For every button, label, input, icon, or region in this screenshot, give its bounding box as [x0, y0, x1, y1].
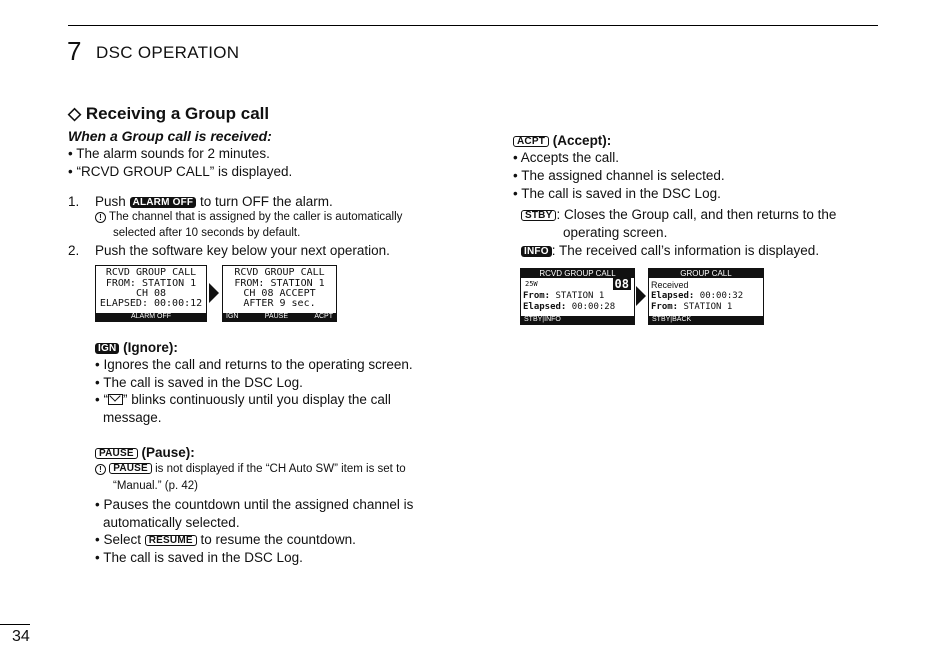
pause-note-cont: “Manual.” (p. 42): [113, 480, 199, 492]
info-note-icon: !: [95, 464, 106, 475]
pause-note: ! PAUSE is not displayed if the “CH Auto SW” item is set to: [95, 463, 406, 475]
top-rule: [68, 25, 878, 26]
stby-line-cont: operating screen.: [563, 225, 668, 240]
step-2-number: 2.: [68, 243, 80, 258]
envelope-icon: [108, 394, 123, 405]
ign-key[interactable]: IGN: [95, 343, 119, 354]
page-number-rule: [0, 624, 30, 625]
lcd-screen-alarm: RCVD GROUP CALL FROM: STATION 1 CH 08 ELAPSED: 00:00:12 ALARM OFF: [95, 265, 207, 322]
step-1-number: 1.: [68, 194, 80, 209]
softkey-bar: STBY|BACK: [649, 316, 763, 324]
arrow-right-icon: [636, 286, 646, 306]
ignore-bullet-3-cont: message.: [103, 410, 162, 425]
pause-bullet-2: • Select RESUME to resume the countdown.: [95, 532, 356, 547]
diamond-icon: ◇: [68, 104, 82, 123]
softkey-alarm-off: ALARM OFF: [96, 313, 206, 321]
accept-bullet-1: • Accepts the call.: [513, 150, 620, 165]
pause-bullet-1-cont: automatically selected.: [103, 515, 240, 530]
intro-bullet-1: • The alarm sounds for 2 minutes.: [68, 146, 270, 161]
section-subtitle: When a Group call is received:: [68, 128, 272, 144]
ignore-bullet-2: • The call is saved in the DSC Log.: [95, 375, 303, 390]
screen-title-bar: RCVD GROUP CALL: [521, 269, 634, 278]
screen-title-bar: GROUP CALL: [649, 269, 763, 278]
resume-key[interactable]: RESUME: [145, 535, 197, 546]
step-1-note-cont: selected after 10 seconds by default.: [113, 227, 301, 239]
pause-key-inline: PAUSE: [109, 463, 152, 474]
info-line: INFO : The received call’s information is displayed.: [521, 243, 819, 258]
softkey-bar: IGN PAUSE ACPT: [223, 313, 336, 321]
accept-bullet-2: • The assigned channel is selected.: [513, 168, 725, 183]
channel-number: 08: [614, 277, 629, 291]
section-title: [68, 104, 269, 124]
acpt-key[interactable]: ACPT: [513, 136, 549, 147]
step-1-text: Push ALARM OFF to turn OFF the alarm.: [95, 194, 333, 209]
ignore-bullet-3: • “ ” blinks continuously until you display the call: [95, 392, 391, 407]
lcd-screen-group-call: GROUP CALL Received Elapsed: 00:00:32 From: STATION 1 STBY|BACK: [648, 268, 764, 325]
stby-key[interactable]: STBY: [521, 210, 556, 221]
section-title-text: Receiving a Group call: [85, 104, 270, 123]
page-number: 34: [12, 628, 30, 645]
pause-bullet-1: • Pauses the countdown until the assigned channel is: [95, 497, 414, 512]
pause-bullet-3: • The call is saved in the DSC Log.: [95, 550, 303, 565]
step-1-note: ! The channel that is assigned by the caller is automatically: [95, 211, 402, 223]
alarm-off-key[interactable]: ALARM OFF: [130, 197, 197, 208]
pause-heading: PAUSE (Pause):: [95, 445, 195, 460]
accept-heading: ACPT (Accept):: [513, 133, 611, 148]
intro-bullet-2: • “RCVD GROUP CALL” is displayed.: [68, 164, 293, 179]
step-2-text: Push the software key below your next operation.: [95, 243, 390, 258]
ignore-heading: IGN (Ignore):: [95, 340, 178, 355]
stby-line: STBY : Closes the Group call, and then returns to the: [521, 207, 836, 222]
info-note-icon: !: [95, 212, 106, 223]
accept-bullet-3: • The call is saved in the DSC Log.: [513, 186, 721, 201]
info-key[interactable]: INFO: [521, 246, 552, 257]
lcd-screen-received: RCVD GROUP CALL 25W 08 From: STATION 1 Elapsed: 00:00:28 STBY|INFO: [520, 268, 635, 325]
softkey-bar: STBY|INFO: [521, 316, 634, 324]
pause-key[interactable]: PAUSE: [95, 448, 138, 459]
ignore-bullet-1: • Ignores the call and returns to the operating screen.: [95, 357, 413, 372]
arrow-right-icon: [209, 283, 219, 303]
chapter-title: DSC OPERATION: [96, 43, 240, 62]
chapter-number: 7: [67, 36, 82, 66]
lcd-screen-accept: RCVD GROUP CALL FROM: STATION 1 CH 08 ACCEPT AFTER 9 sec. IGN PAUSE ACPT: [222, 265, 337, 322]
